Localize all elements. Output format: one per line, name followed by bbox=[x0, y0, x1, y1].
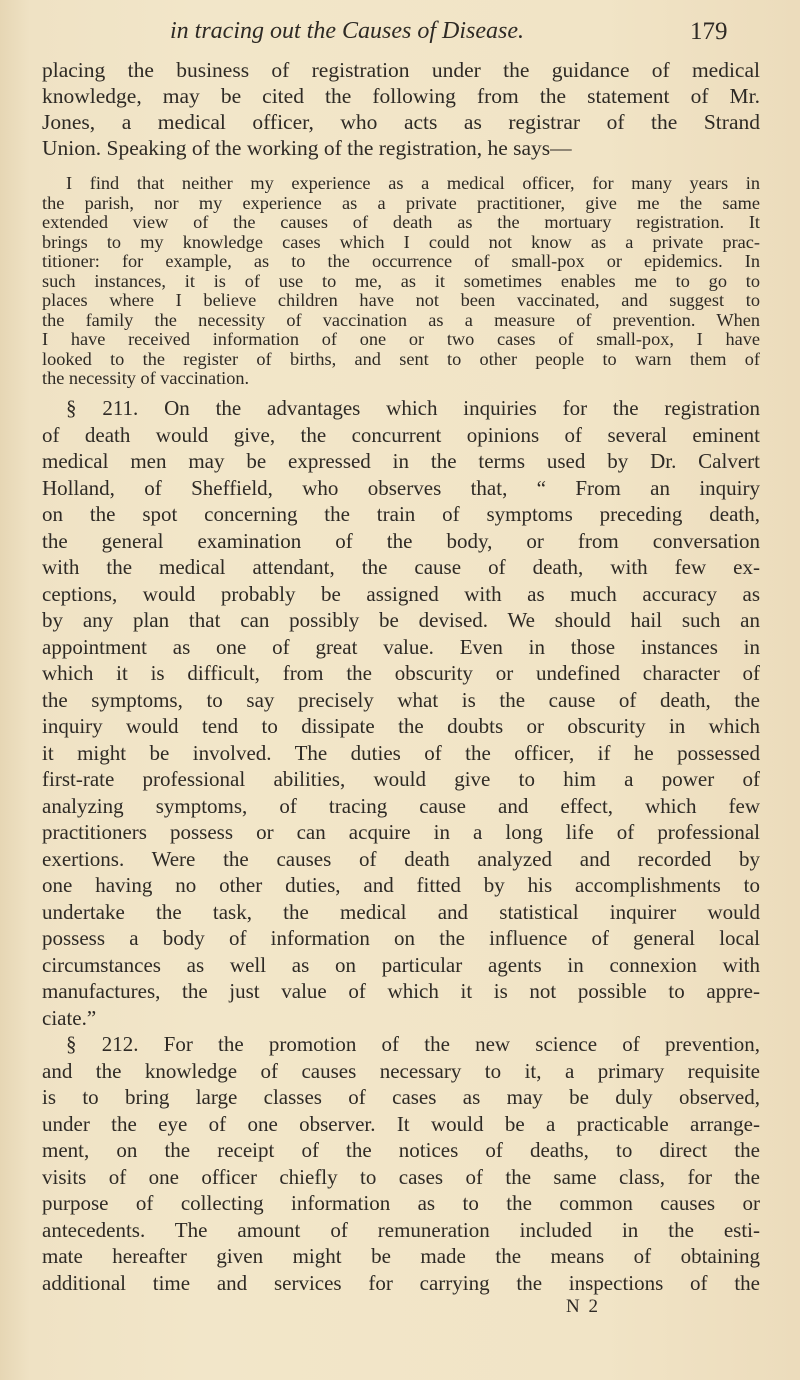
paragraph-intro bbox=[42, 57, 760, 161]
text-line: the parish, nor my experience as a private practitioner, give me the same bbox=[42, 192, 760, 213]
page-number: 179 bbox=[690, 18, 728, 45]
text-line: the necessity of vaccination. bbox=[42, 368, 250, 388]
text-line: extended view of the causes of death as the mortuary registration. It bbox=[42, 212, 760, 232]
text-line: with the medical attendant, the cause of death, with few ex- bbox=[42, 555, 760, 579]
section-212 bbox=[42, 1031, 760, 1296]
text-line: I find that neither my experience as a medical officer, for many years in bbox=[66, 173, 760, 193]
text-line: first-rate professional abilities, would give to him a power of bbox=[42, 767, 760, 791]
text-line: Union. Speaking of the working of the registration, he says— bbox=[42, 136, 572, 160]
text-line: ceptions, would probably be assigned with as much accuracy as bbox=[42, 581, 760, 606]
text-line: visits of one officer chiefly to cases of the same class, for the bbox=[42, 1164, 760, 1189]
text-line: ciate.” bbox=[42, 1005, 97, 1030]
text-line: § 211. On the advantages which inquiries for the registration bbox=[66, 396, 760, 420]
signature-mark: N 2 bbox=[566, 1296, 600, 1317]
text-line: medical men may be expressed in the terms used by Dr. Calvert bbox=[42, 449, 760, 473]
text-line: antecedents. The amount of remuneration included in the esti- bbox=[42, 1217, 760, 1242]
text-line: looked to the register of births, and sent to other people to warn them of bbox=[42, 348, 760, 369]
text-line: circumstances as well as on particular agents in connexion with bbox=[42, 952, 760, 977]
text-line: brings to my knowledge cases which I could not know as a private prac- bbox=[42, 231, 760, 252]
quoted-statement bbox=[42, 174, 760, 389]
text-line: purpose of collecting information as to the common causes or bbox=[42, 1191, 760, 1215]
text-line: placing the business of registration under the guidance of medical bbox=[42, 58, 760, 82]
text-line: possess a body of information on the influence of general local bbox=[42, 926, 760, 950]
text-line: Holland, of Sheffield, who observes that, “ From an inquiry bbox=[42, 475, 760, 500]
text-line: ment, on the receipt of the notices of deaths, to direct the bbox=[42, 1138, 760, 1162]
running-title: in tracing out the Causes of Disease. bbox=[170, 18, 524, 44]
text-line: which it is difficult, from the obscurity or undefined character of bbox=[42, 661, 760, 685]
text-line: knowledge, may be cited the following from the statement of Mr. bbox=[42, 84, 760, 108]
running-header bbox=[0, 18, 800, 52]
text-line: analyzing symptoms, of tracing cause and effect, which few bbox=[42, 793, 760, 818]
text-line: practitioners possess or can acquire in a long life of professional bbox=[42, 820, 760, 844]
text-line: exertions. Were the causes of death analyzed and recorded by bbox=[42, 846, 760, 871]
text-line: the general examination of the body, or from conversation bbox=[42, 528, 760, 553]
text-line: of death would give, the concurrent opinions of several eminent bbox=[42, 422, 760, 447]
text-line: appointment as one of great value. Even in those instances in bbox=[42, 634, 760, 659]
text-line: I have received information of one or two cases of small-pox, I have bbox=[42, 329, 760, 349]
text-line: is to bring large classes of cases as may be duly observed, bbox=[42, 1085, 760, 1109]
text-line: on the spot concerning the train of symptoms preceding death, bbox=[42, 502, 760, 526]
section-211 bbox=[42, 395, 760, 1031]
text-line: and the knowledge of causes necessary to it, a primary requisite bbox=[42, 1058, 760, 1083]
text-line: under the eye of one observer. It would be a practicable arrange- bbox=[42, 1111, 760, 1136]
text-line: it might be involved. The duties of the officer, if he possessed bbox=[42, 740, 760, 765]
text-line: the family the necessity of vaccination as a measure of prevention. When bbox=[42, 309, 760, 330]
text-line: by any plan that can possibly be devised. We should hail such an bbox=[42, 608, 760, 632]
text-line: one having no other duties, and fitted by his accomplishments to bbox=[42, 873, 760, 897]
text-line: such instances, it is of use to me, as it sometimes enables me to go to bbox=[42, 270, 760, 291]
text-line: § 212. For the promotion of the new science of prevention, bbox=[66, 1032, 760, 1056]
text-line: manufactures, the just value of which it is not possible to appre- bbox=[42, 979, 760, 1003]
text-line: Jones, a medical officer, who acts as registrar of the Strand bbox=[42, 110, 760, 134]
text-line: places where I believe children have not been vaccinated, and suggest to bbox=[42, 290, 760, 310]
text-line: mate hereafter given might be made the means of obtaining bbox=[42, 1244, 760, 1268]
text-line: the symptoms, to say precisely what is the cause of death, the bbox=[42, 687, 760, 712]
text-line: additional time and services for carrying the inspections of the bbox=[42, 1270, 760, 1295]
text-line: inquiry would tend to dissipate the doubts or obscurity in which bbox=[42, 714, 760, 738]
text-line: undertake the task, the medical and statistical inquirer would bbox=[42, 899, 760, 924]
text-line: titioner: for example, as to the occurrence of small-pox or epidemics. In bbox=[42, 251, 760, 271]
